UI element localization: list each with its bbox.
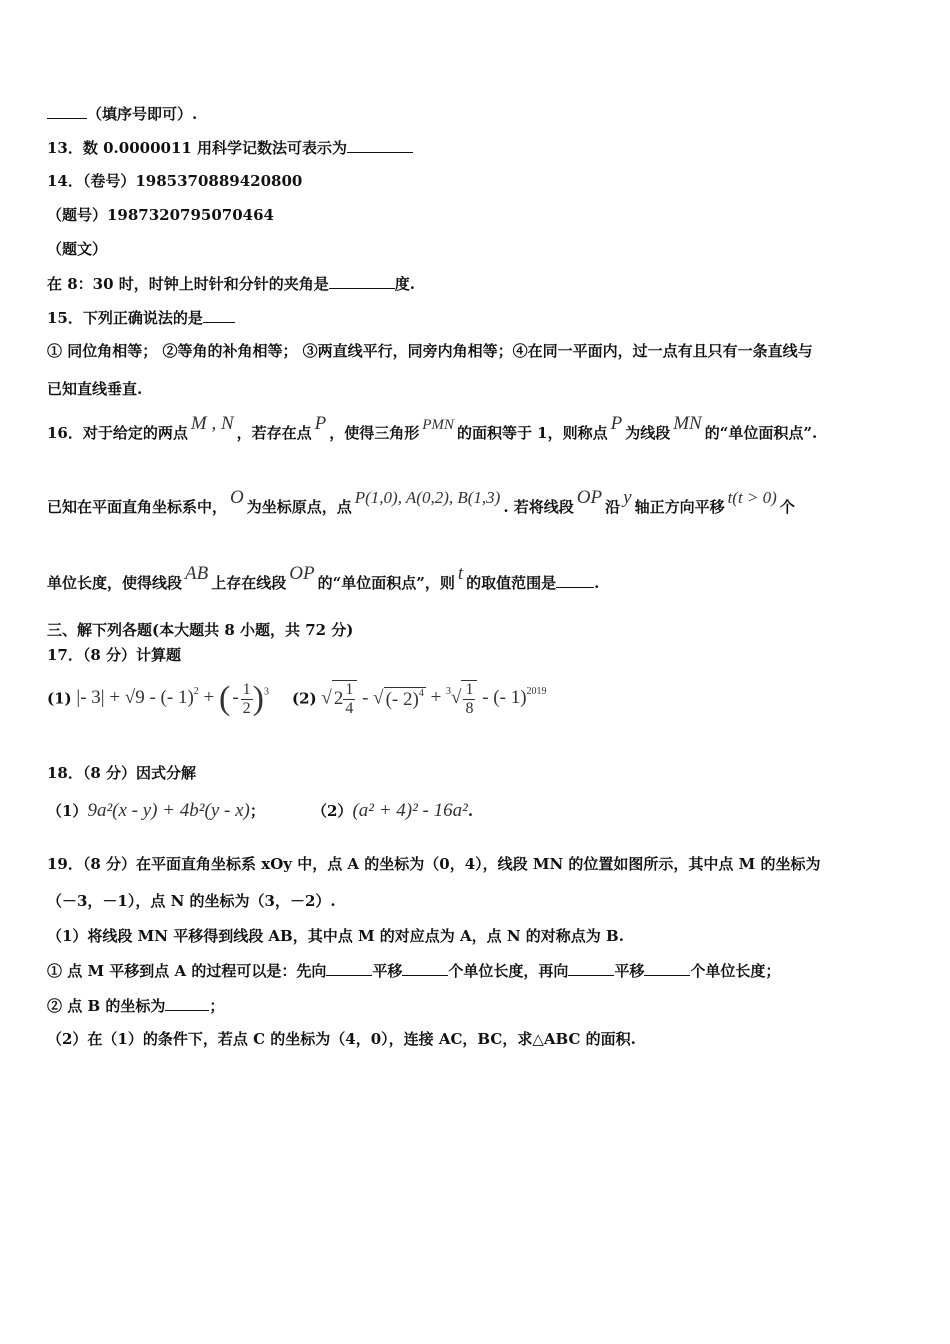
part-label: （1） [47, 802, 88, 820]
question-13 [47, 137, 413, 158]
math-AB: AB [185, 563, 209, 584]
question-17-head: 17．（8 分）计算题 [47, 646, 182, 664]
text: 沿 [605, 498, 621, 516]
answer-blank [644, 960, 690, 976]
text: 个单位长度，再向 [448, 962, 569, 980]
answer-blank [326, 960, 372, 976]
answer-blank [556, 572, 594, 588]
question-16-line-2 [47, 487, 795, 517]
text: 已知在平面直角坐标系中， [47, 498, 228, 516]
math-t-condition: t(t > 0) [727, 488, 777, 507]
answer-line-12 [47, 103, 197, 124]
question-19-part-1b [47, 995, 224, 1016]
question-19-head: 19．（8 分）在平面直角坐标系 xOy 中，点 A 的坐标为（0，4），线段 MN 的位置如图所示，其中点 M 的坐标为 [47, 855, 821, 873]
text: 轴正方向平移 [634, 498, 725, 516]
q17-expression-1: (1) |- 3| + √9 - (- 1)$^2$ + ( - $\frac{1}{2}$ )$^3$ [47, 680, 269, 717]
math-P: P [610, 413, 623, 434]
math-points: P(1,0), A(0,2), B(1,3) [354, 488, 501, 507]
text: 度. [394, 275, 415, 293]
question-14-body [47, 273, 415, 294]
text: 的“单位面积点”，则 [317, 574, 455, 592]
answer-blank [203, 307, 235, 323]
expression: 9a²(x - y) + 4b²(y - x) [87, 800, 250, 821]
math-MN: MN [673, 413, 702, 434]
text: ② 点 B 的坐标为 [47, 997, 166, 1015]
question-19-part-2: （2）在（1）的条件下，若点 C 的坐标为（4，0），连接 AC，BC，求△ABC 的面积. [47, 1030, 636, 1048]
answer-blank [47, 103, 87, 119]
text: 为坐标原点，点 [246, 498, 352, 516]
text: 个 [779, 498, 795, 516]
math-OP: OP [289, 563, 315, 584]
text: . [594, 574, 600, 592]
text: 的“单位面积点”. [704, 424, 818, 442]
q17-expression-2: (2) √ 2 $\frac{1}{4}$ - √ (- 2)$^4$ + $^3$√ $\frac{1}{8}$ - (- 1)$^{2019}$ [292, 681, 547, 717]
text: 15．下列正确说法的是 [47, 309, 203, 327]
text: 16．对于给定的两点 [47, 424, 188, 442]
question-14-id: （题号）1987320795070464 [47, 206, 274, 224]
text: 的面积等于 1，则称点 [456, 424, 608, 442]
text: ，若存在点 [236, 424, 312, 442]
section-3-heading: 三、解下列各题(本大题共 8 小题，共 72 分) [47, 621, 354, 639]
text: 平移 [372, 962, 403, 980]
answer-blank [568, 960, 614, 976]
answer-blank [347, 137, 413, 153]
text: 在 8：30 时，时钟上时针和分针的夹角是 [47, 275, 329, 293]
question-19-part-1: （1）将线段 MN 平移得到线段 AB，其中点 M 的对应点为 A，点 N 的对称点为 B. [47, 927, 624, 945]
text: 平移 [614, 962, 645, 980]
q18-expression-1: （1）9a²(x - y) + 4b²(y - x)； [47, 800, 265, 821]
text: ，使得三角形 [329, 424, 420, 442]
math-MN-pair: M , N [190, 413, 234, 434]
text: （填序号即可）. [87, 105, 198, 123]
question-text: 13．数 0.0000011 用科学记数法可表示为 [47, 139, 348, 157]
answer-blank [165, 995, 209, 1011]
question-15-options-cont: 已知直线垂直. [47, 380, 143, 398]
text: 为线段 [625, 424, 671, 442]
answer-blank [402, 960, 448, 976]
question-16-line-3 [47, 563, 600, 593]
text: 个单位长度； [690, 962, 781, 980]
text: 单位长度，使得线段 [47, 574, 183, 592]
question-19-head-cont: （－3，－1），点 N 的坐标为（3，－2）. [47, 892, 336, 910]
question-14-head: 14．（卷号）1985370889420800 [47, 172, 303, 190]
text: 上存在线段 [211, 574, 287, 592]
math-t: t [457, 563, 464, 584]
math-P: P [314, 413, 327, 434]
question-14-label: （题文） [47, 240, 108, 258]
math-O: O [230, 487, 244, 508]
math-PMN: PMN [422, 417, 454, 433]
part-label: (2) [292, 689, 317, 708]
text: ； [209, 997, 225, 1015]
question-19-part-1a [47, 960, 780, 981]
part-label: （2） [312, 802, 353, 820]
text: ① 点 M 平移到点 A 的过程可以是：先向 [47, 962, 327, 980]
part-label: (1) [47, 689, 72, 708]
text: . 若将线段 [503, 498, 574, 516]
question-16-line-1 [47, 413, 818, 444]
expression: (a² + 4)² - 16a² [352, 800, 468, 821]
math-y: y [623, 487, 632, 508]
answer-blank [329, 273, 395, 289]
text: 的取值范围是 [466, 574, 557, 592]
q18-expression-2: （2）(a² + 4)² - 16a². [312, 800, 474, 821]
math-OP: OP [576, 487, 603, 508]
question-15 [47, 307, 235, 328]
question-18-head: 18．（8 分）因式分解 [47, 764, 197, 782]
question-15-options: ① 同位角相等； ②等角的补角相等； ③两直线平行，同旁内角相等；④在同一平面内，过一点有且只有一条直线与 [47, 342, 813, 360]
